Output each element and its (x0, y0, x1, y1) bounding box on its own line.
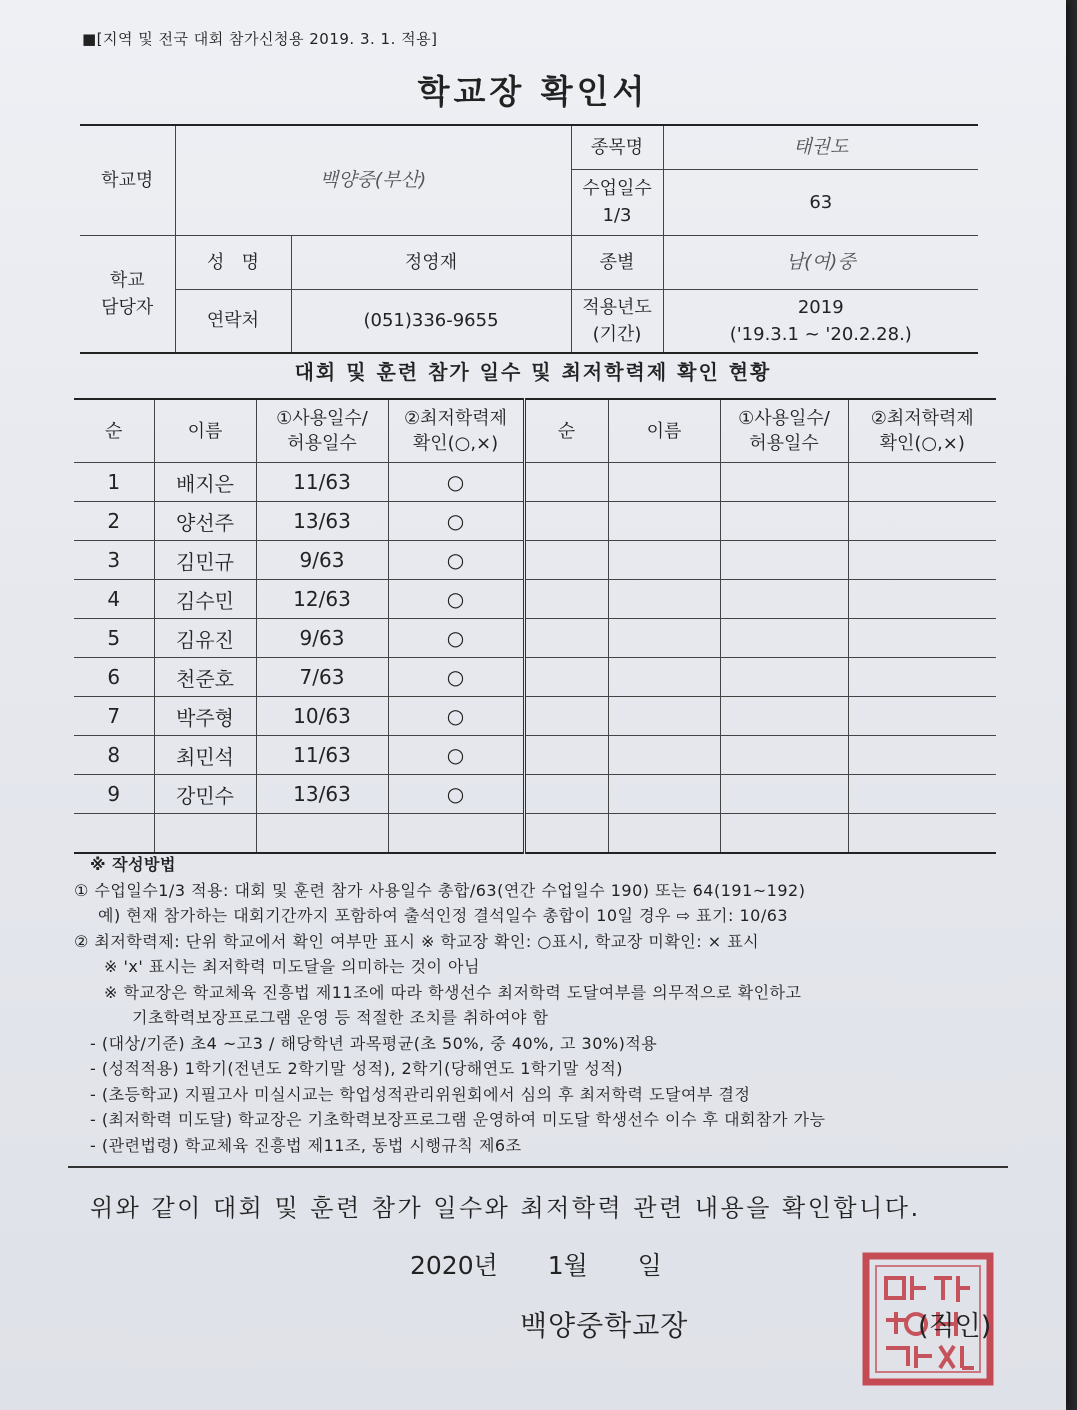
instructions (70, 852, 1010, 1158)
empty-cell (524, 658, 608, 697)
row-check: ○ (388, 580, 524, 619)
col-header-days-right-line2: 허용일수 (749, 433, 819, 454)
empty-cell (608, 541, 720, 580)
row-num: 8 (74, 736, 154, 775)
table-row (74, 619, 996, 658)
table-row (74, 736, 996, 775)
row-check: ○ (388, 463, 524, 502)
status-section-title: 대회 및 훈련 참가 일수 및 최저학력제 확인 현황 (294, 360, 772, 384)
instruction-line: - (관련법령) 학교체육 진흥법 제11조, 동법 시행규칙 제6조 (90, 1135, 522, 1155)
row-check: ○ (388, 697, 524, 736)
instruction-line: 예) 현재 참가하는 대회기간까지 포함하여 출석인정 결석일수 총합이 10일 경우 ⇨ 표기: 10/63 (98, 906, 789, 925)
empty-cell (848, 619, 996, 658)
row-days: 11/63 (256, 736, 388, 775)
issue-date (410, 1246, 662, 1282)
form-usage-note: ■[지역 및 전국 대회 참가신청용 2019. 3. 1. 적용] (82, 30, 438, 48)
empty-cell (154, 814, 256, 854)
class-days-label-line2: 1/3 (602, 205, 632, 226)
empty-cell (720, 814, 848, 854)
empty-cell (848, 814, 996, 854)
col-header-check-line1: ②최저학력제 (403, 408, 508, 429)
col-header-name-right: 이름 (608, 399, 720, 463)
instruction-line: - (대상/기준) 초4 ~고3 / 해당학년 과목평균(초 50%, 중 40%, 고 30%)적용 (90, 1033, 658, 1053)
row-check: ○ (388, 658, 524, 697)
empty-cell (720, 502, 848, 541)
row-check: ○ (388, 541, 524, 580)
empty-cell (720, 463, 848, 502)
manager-name-value: 정영재 (291, 235, 571, 289)
instruction-line: ※ 'x' 표시는 최저학력 미도달을 의미하는 것이 아님 (104, 957, 480, 976)
empty-cell (256, 814, 388, 854)
row-days: 9/63 (256, 541, 388, 580)
row-days: 9/63 (256, 619, 388, 658)
empty-cell (720, 580, 848, 619)
empty-cell (608, 775, 720, 814)
empty-cell (524, 502, 608, 541)
page-title: 학교장 확인서 (417, 72, 649, 111)
table-row (74, 580, 996, 619)
empty-cell (74, 814, 154, 854)
apply-year-label-line2: (기간) (592, 323, 642, 345)
contact-value: (051)336-9655 (291, 289, 571, 353)
empty-cell (720, 697, 848, 736)
row-num: 5 (74, 619, 154, 658)
table-row (74, 775, 996, 814)
instruction-line: ※ 학교장은 학교체육 진흥법 제11조에 따라 학생선수 최저학력 도달여부를 의무적으로 확인하고 (104, 982, 802, 1002)
category-value: 남(여)중 (663, 235, 978, 289)
row-check: ○ (388, 619, 524, 658)
apply-year-label (571, 289, 663, 353)
col-header-days-right (720, 399, 848, 463)
row-num: 7 (74, 697, 154, 736)
row-num: 2 (74, 502, 154, 541)
row-name: 양선주 (154, 502, 256, 541)
empty-cell (524, 736, 608, 775)
row-days: 11/63 (256, 463, 388, 502)
status-table-header-row (74, 399, 996, 463)
instruction-line: - (성적적용) 1학기(전년도 2학기말 성적), 2학기(당해연도 1학기말 성적) (90, 1059, 624, 1078)
table-row (74, 697, 996, 736)
apply-year-label-line1: 적용년도 (582, 296, 652, 318)
row-days: 10/63 (256, 697, 388, 736)
empty-cell (608, 697, 720, 736)
col-header-num: 순 (74, 399, 154, 463)
contact-label: 연락처 (175, 289, 291, 353)
row-name: 김유진 (154, 619, 256, 658)
col-header-check-right-line1: ②최저학력제 (870, 408, 974, 429)
date-day: 일 (637, 1251, 662, 1280)
empty-cell (524, 814, 608, 854)
empty-cell (524, 619, 608, 658)
row-check: ○ (388, 775, 524, 814)
empty-cell (720, 775, 848, 814)
empty-cell (608, 736, 720, 775)
class-days-label-line1: 수업일수 (582, 178, 652, 199)
instruction-line: ② 최저학력제: 단위 학교에서 확인 여부만 표시 ※ 학교장 확인: ○표시, 학교장 미확인: × 표시 (74, 931, 760, 951)
class-days-value: 63 (663, 169, 978, 235)
row-name: 배지은 (154, 463, 256, 502)
empty-cell (848, 658, 996, 697)
col-header-days-right-line1: ①사용일수/ (738, 408, 830, 429)
class-days-label (571, 169, 663, 235)
seal-label: (직인) (918, 1311, 992, 1342)
col-header-check-right-line2: 확인(○,×) (879, 433, 965, 454)
apply-year-value (663, 289, 978, 353)
row-check: ○ (388, 736, 524, 775)
table-row (74, 541, 996, 580)
date-month: 1월 (547, 1251, 588, 1280)
empty-cell (848, 541, 996, 580)
empty-cell (524, 463, 608, 502)
empty-cell (524, 697, 608, 736)
instruction-line: - (최저학력 미도달) 학교장은 기초학력보장프로그램 운영하여 미도달 학생선수 이수 후 대회참가 가능 (90, 1110, 826, 1129)
row-days: 13/63 (256, 502, 388, 541)
category-label: 종별 (571, 235, 663, 289)
row-check: ○ (388, 502, 524, 541)
instructions-heading: ※ 작성방법 (90, 855, 176, 874)
empty-cell (524, 775, 608, 814)
manager-name-label: 성 명 (175, 235, 291, 289)
row-num: 4 (74, 580, 154, 619)
row-name: 김민규 (154, 541, 256, 580)
row-num: 6 (74, 658, 154, 697)
apply-year-value-line2: ('19.3.1 ~ '20.2.28.) (729, 323, 912, 345)
row-num: 9 (74, 775, 154, 814)
school-name-value: 백양중(부산) (175, 125, 571, 235)
date-year: 2020년 (410, 1251, 498, 1280)
row-name: 박주형 (154, 697, 256, 736)
confirmation-statement: 위와 같이 대회 및 훈련 참가 일수와 최저학력 관련 내용을 확인합니다. (90, 1194, 921, 1222)
empty-cell (720, 658, 848, 697)
row-days: 7/63 (256, 658, 388, 697)
instruction-line: 기초학력보장프로그램 운영 등 적절한 조치를 취하여야 함 (132, 1008, 549, 1027)
manager-label-line1: 학교 (109, 269, 145, 291)
empty-cell (848, 463, 996, 502)
col-header-days-line2: 허용일수 (287, 433, 357, 454)
table-row (74, 502, 996, 541)
row-name: 최민석 (154, 736, 256, 775)
col-header-name: 이름 (154, 399, 256, 463)
row-days: 12/63 (256, 580, 388, 619)
manager-label-line2: 담당자 (101, 296, 154, 318)
table-row-empty (74, 814, 996, 854)
apply-year-value-line1: 2019 (797, 296, 844, 318)
empty-cell (608, 658, 720, 697)
status-table (74, 398, 996, 854)
col-header-check-right (848, 399, 996, 463)
manager-label (80, 235, 175, 353)
row-name: 천준호 (154, 658, 256, 697)
col-header-days (256, 399, 388, 463)
empty-cell (720, 541, 848, 580)
empty-cell (608, 502, 720, 541)
empty-cell (608, 463, 720, 502)
empty-cell (608, 619, 720, 658)
empty-cell (848, 736, 996, 775)
principal-signature: 백양중학교장 (520, 1309, 689, 1342)
row-name: 김수민 (154, 580, 256, 619)
empty-cell (720, 619, 848, 658)
sport-value: 태권도 (663, 125, 978, 169)
empty-cell (524, 580, 608, 619)
instruction-line: - (초등학교) 지필고사 미실시교는 학업성적관리위원회에서 심의 후 최저학력 도달여부 결정 (90, 1084, 751, 1104)
empty-cell (848, 502, 996, 541)
empty-cell (848, 775, 996, 814)
col-header-check-line2: 확인(○,×) (412, 433, 499, 454)
empty-cell (608, 814, 720, 854)
divider (68, 1166, 1008, 1168)
row-name: 강민수 (154, 775, 256, 814)
info-table (80, 124, 978, 354)
empty-cell (848, 697, 996, 736)
row-days: 13/63 (256, 775, 388, 814)
empty-cell (388, 814, 524, 854)
sport-label: 종목명 (571, 125, 663, 169)
col-header-days-line1: ①사용일수/ (276, 408, 368, 429)
empty-cell (720, 736, 848, 775)
col-header-check (388, 399, 524, 463)
instruction-line: ① 수업일수1/3 적용: 대회 및 훈련 참가 사용일수 총합/63(연간 수업일수 190) 또는 64(191~192) (74, 880, 806, 900)
row-num: 1 (74, 463, 154, 502)
table-row (74, 463, 996, 502)
row-num: 3 (74, 541, 154, 580)
school-name-label: 학교명 (80, 125, 175, 235)
empty-cell (524, 541, 608, 580)
empty-cell (608, 580, 720, 619)
empty-cell (848, 580, 996, 619)
table-row (74, 658, 996, 697)
col-header-num-right: 순 (524, 399, 608, 463)
